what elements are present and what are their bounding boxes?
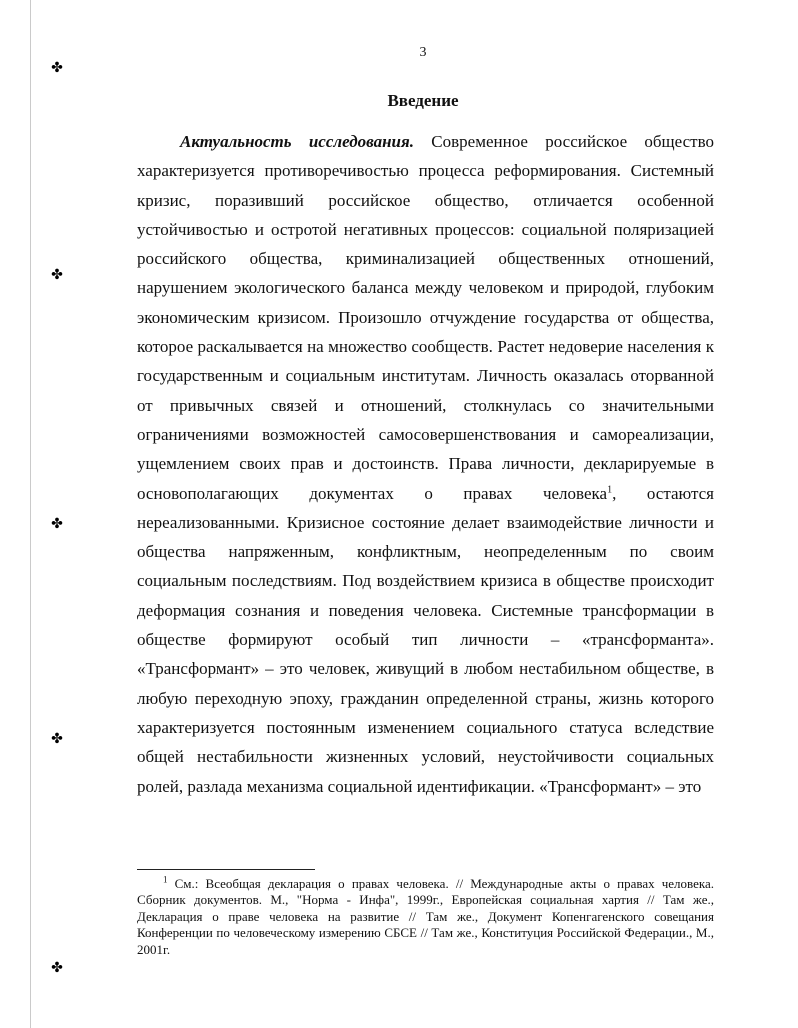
section-heading: Введение [387, 91, 459, 110]
body-paragraph [137, 127, 714, 801]
footnote-text: См.: Всеобщая декларация о правах человека. // Международные акты о правах человека. Сборник документов. М., "Норма - Инфа", 1999г., Европейская социальная хартия // Там же., Декларация о праве человека на развитие // Там же., Документ Копенгагенского совещания Конференции по человеческому измерению СБСЕ // Там же., Конституция Российской Федерации., М., 2001г. [137, 876, 714, 957]
paragraph-text: Современное российское общество характеризуется противоречивостью процесса реформирования. Системный кризис, поразивший российское общество, отличается особенной устойчивостью и остротой негативных процессов: социальной поляризацией российского общества, криминализацией общественных отношений, нарушением экологического баланса между человеком и природой, глубоким экономическим кризисом. Произошло отчуждение государства от общества, которое раскалывается на множество сообществ. Растет недоверие населения к государственным и социальным институтам. Личность оказалась оторванной от привычных связей и отношений, столкнулась со значительными ограничениями возможностей самосовершенствования и самореализации, ущемлением своих прав и достоинств. Права личности, декларируемые в основополагающих документах о правах человека [137, 132, 714, 503]
paragraph-text-continued: , остаются нереализованными. Кризисное состояние делает взаимодействие личности и общества напряженным, конфликтным, неопределенным по своим социальным последствиям. Под воздействием кризиса в обществе происходит деформация сознания и поведения человека. Системные трансформации в обществе формируют особый тип личности – «трансформанта». «Трансформант» – это человек, живущий в любом нестабильном обществе, в любую переходную эпоху, гражданин определенной страны, жизнь которого характеризуется постоянным изменением социального статуса вследствие общей нестабильности жизненных условий, неустойчивости социальных ролей, разлада механизма социальной идентификации. «Трансформант» – это [137, 483, 714, 796]
page-number: 3 [419, 45, 427, 60]
footnote [137, 876, 714, 958]
binding-hole-mark: ✤ [51, 60, 63, 76]
paragraph-lead: Актуальность исследования. [180, 132, 415, 151]
binding-hole-mark: ✤ [51, 516, 63, 532]
binding-edge-line [30, 0, 31, 1028]
binding-hole-mark: ✤ [51, 267, 63, 283]
binding-hole-mark: ✤ [51, 960, 63, 976]
footnote-reference: 1 [607, 483, 613, 495]
binding-hole-mark: ✤ [51, 731, 63, 747]
footnote-separator [137, 869, 315, 870]
footnote-mark: 1 [163, 874, 168, 885]
